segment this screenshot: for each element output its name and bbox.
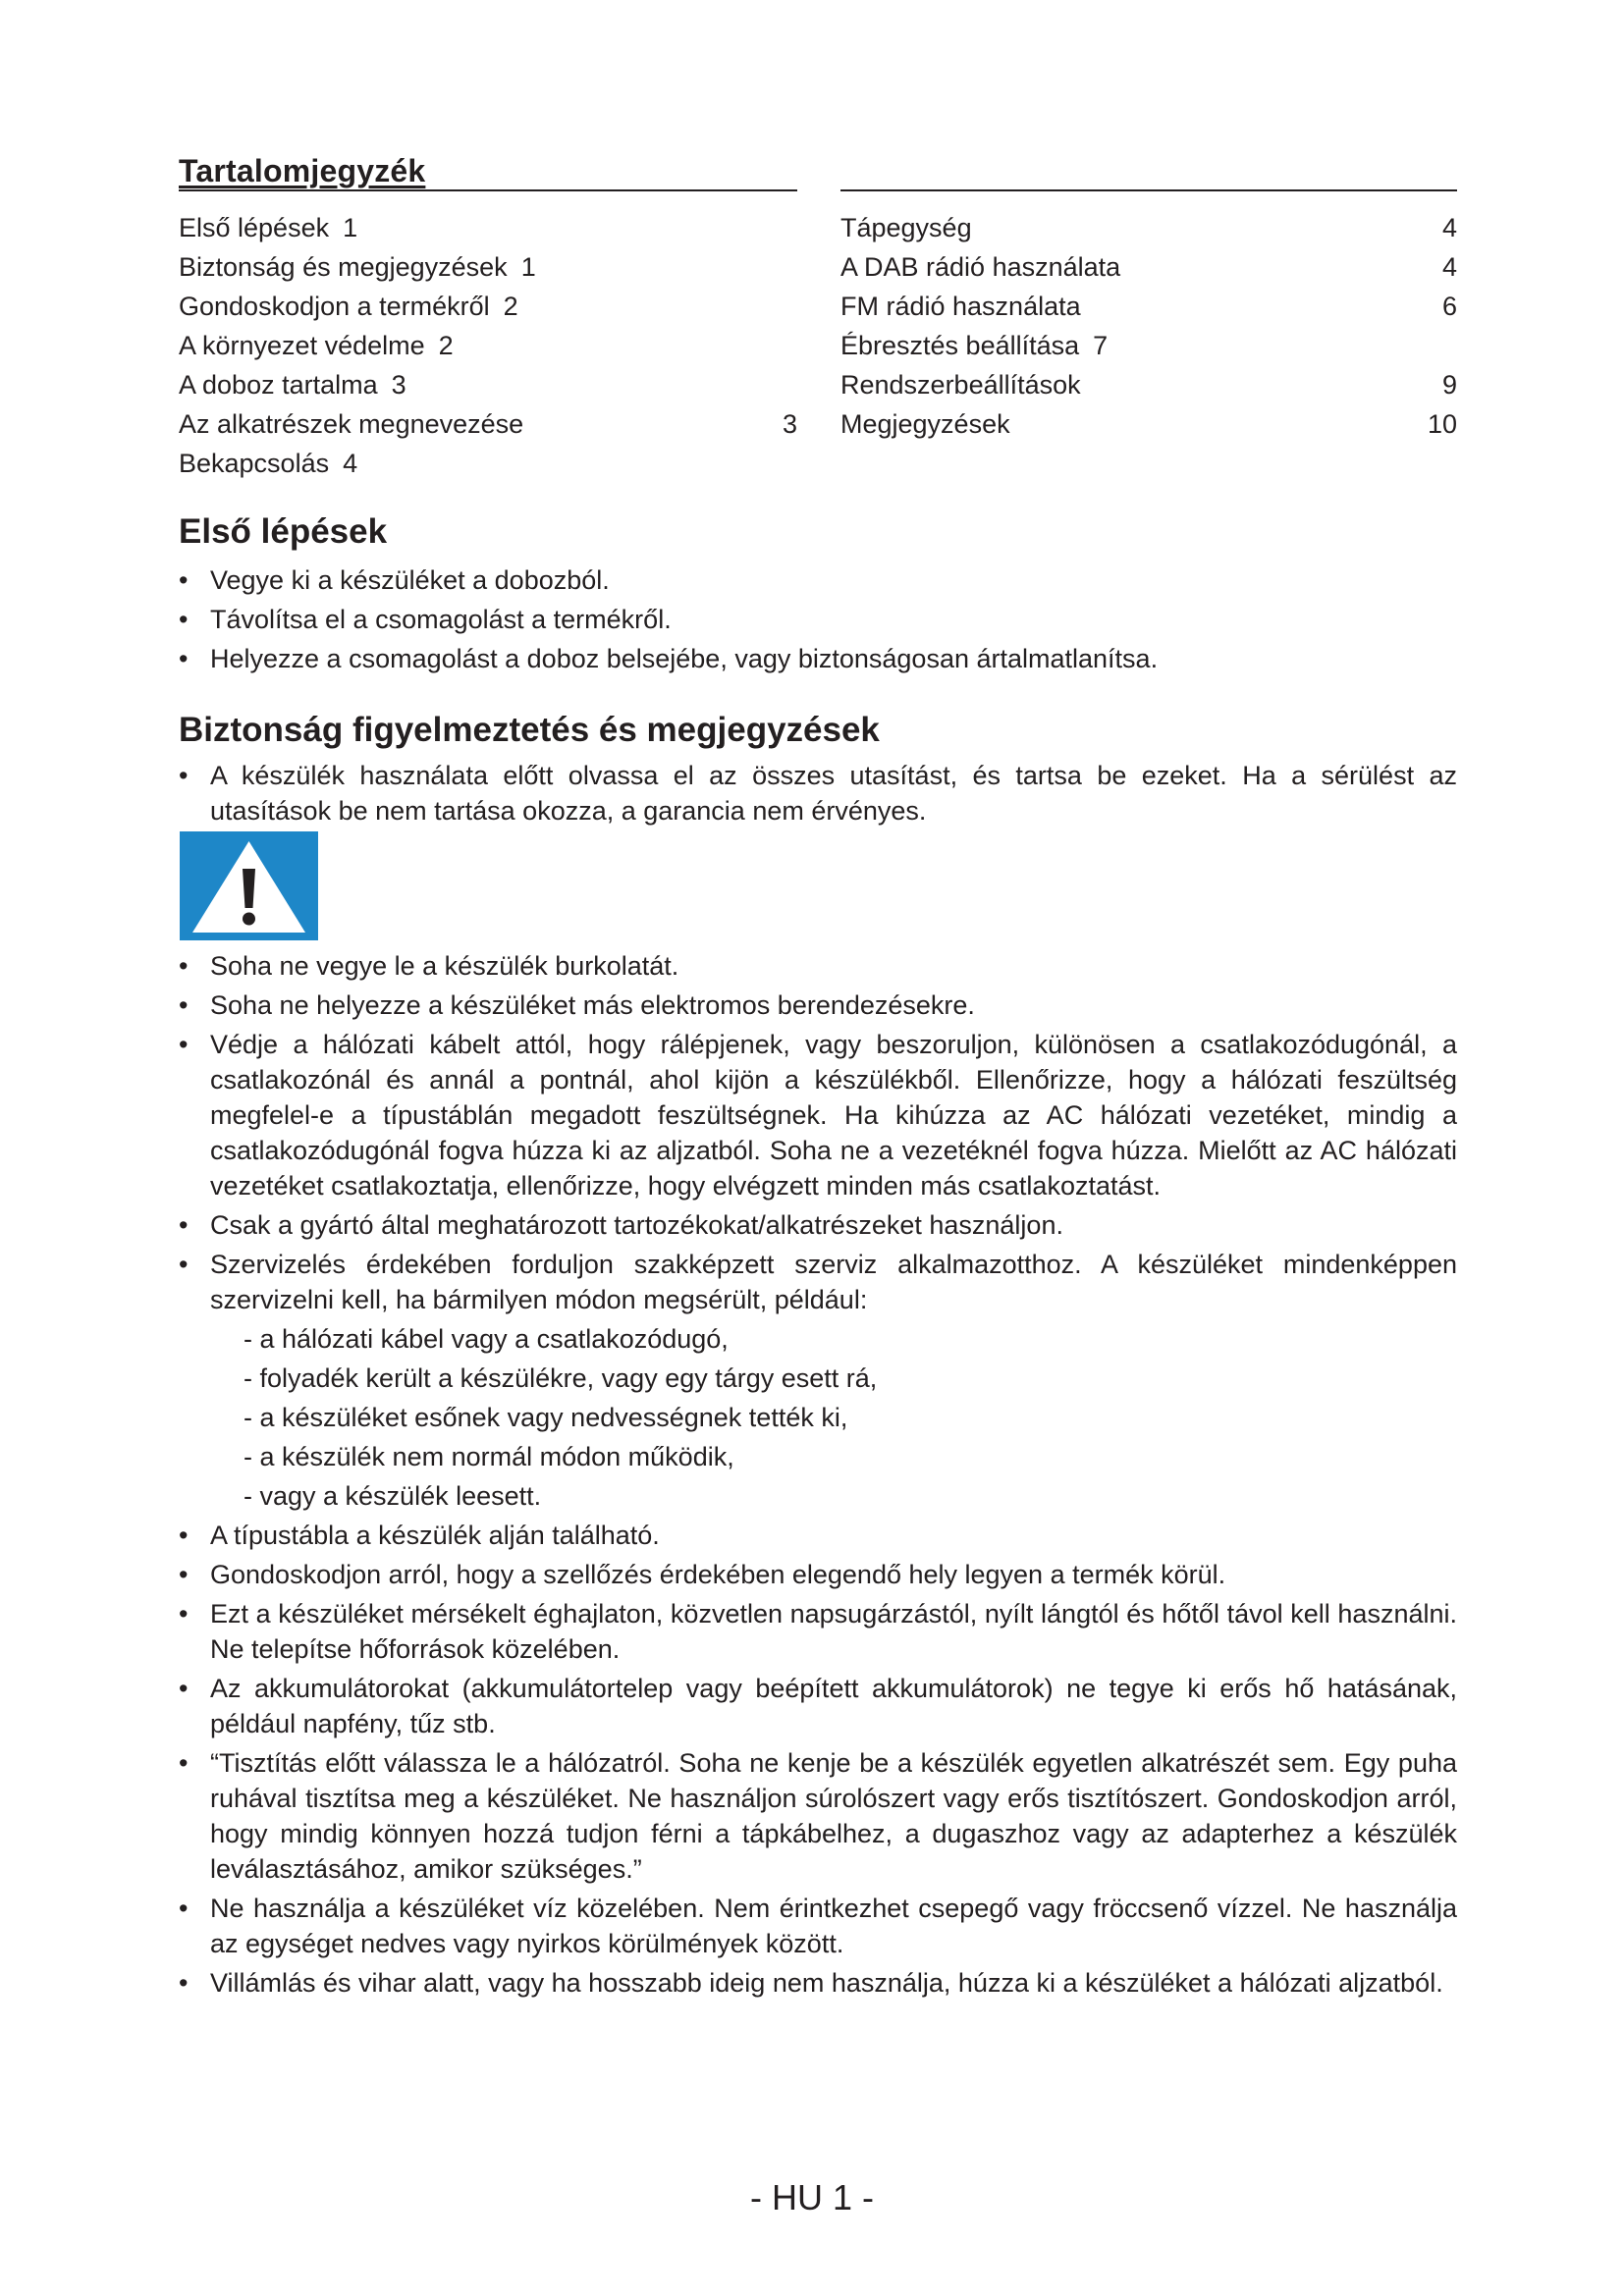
toc-entry	[179, 208, 797, 247]
toc-entry	[840, 404, 1457, 444]
toc-entry-page: 3	[782, 409, 797, 439]
list-item: • Az akkumulátorokat (akkumulátortelep vagy beépített akkumulátorok) ne tegye ki erős hő hatásának, például napfény, tűz stb.	[179, 1671, 1457, 1741]
toc-entry-label: Bekapcsolás	[179, 449, 330, 478]
list-item: • Gondoskodjon arról, hogy a szellőzés érdekében elegendő hely legyen a termék körül.	[179, 1557, 1457, 1592]
toc-entry-page: 9	[1441, 370, 1457, 400]
toc-entry-label: Tápegység	[840, 213, 972, 242]
toc-entry-label: FM rádió használata	[840, 292, 1081, 321]
toc-entry-page: 2	[438, 331, 454, 360]
list-item: • Távolítsa el a csomagolást a termékről.	[179, 602, 1457, 637]
toc-left-column	[179, 208, 797, 483]
toc-entry-label: Első lépések	[179, 213, 330, 242]
toc-entry-page: 4	[343, 449, 358, 478]
toc-entry-page: 10	[1427, 409, 1457, 439]
toc-entry	[840, 208, 1457, 247]
toc-entry	[840, 365, 1457, 404]
list-item: • Ezt a készüléket mérsékelt éghajlaton, közvetlen napsugárzástól, nyílt lángtól és hőtől távol kell használni. Ne telepítse hőforrások közelében.	[179, 1596, 1457, 1667]
page-number: - HU 1 -	[750, 2177, 874, 2217]
safety-list	[179, 948, 1457, 2004]
toc-title: Tartalomjegyzék	[179, 153, 426, 188]
toc-entry-page: 1	[520, 252, 536, 282]
sub-list-item: - a készülék nem normál módon működik,	[244, 1442, 734, 1471]
list-item: • Csak a gyártó által meghatározott tartozékokat/alkatrészeket használjon.	[179, 1207, 1457, 1243]
toc-entry-page: 2	[503, 292, 518, 321]
toc-rule-left	[179, 189, 797, 191]
toc-entry-label: Ébresztés beállítása	[840, 331, 1080, 360]
toc-entry	[840, 326, 1457, 365]
first-steps-list	[179, 562, 1457, 680]
toc-entry-label: Gondoskodjon a termékről	[179, 292, 490, 321]
toc-right-column	[840, 208, 1457, 444]
toc-entry-label: A környezet védelme	[179, 331, 425, 360]
toc-entry-label: A DAB rádió használata	[840, 252, 1121, 282]
toc-entry-page: 4	[1441, 252, 1457, 282]
list-item: • “Tisztítás előtt válassza le a hálózatról. Soha ne kenje be a készülék egyetlen alkatrészét sem. Egy puha ruhával tisztítsa meg a készüléket. Ne használjon súrolószert vagy erős tisztítószert. Gondoskodjon arról, hogy mindig könnyen hozzá tudjon férni a tápkábelhez, a dugaszhoz vagy az adapterhez a készülék leválasztásához, amikor szükséges.”	[179, 1745, 1457, 1887]
list-item: • Soha ne helyezze a készüléket más elektromos berendezésekre.	[179, 988, 1457, 1023]
toc-entry	[179, 444, 797, 483]
sub-list-item: - vagy a készülék leesett.	[244, 1481, 542, 1511]
toc-entry	[179, 404, 797, 444]
list-item: • Villámlás és vihar alatt, vagy ha hosszabb ideig nem használja, húzza ki a készüléket a hálózati aljzatból.	[179, 1965, 1457, 2001]
list-item: • Helyezze a csomagolást a doboz belsejébe, vagy biztonságosan ártalmatlanítsa.	[179, 641, 1457, 676]
toc-entry-label: Biztonság és megjegyzések	[179, 252, 508, 282]
toc-entry	[840, 247, 1457, 287]
safety-heading: Biztonság figyelmeztetés és megjegyzések	[179, 711, 880, 749]
toc-entry-label: A doboz tartalma	[179, 370, 378, 400]
toc-entry	[179, 326, 797, 365]
list-item: • Védje a hálózati kábelt attól, hogy rálépjenek, vagy beszoruljon, különösen a csatlakozódugónál, a csatlakozónál és annál a pontnál, ahol kijön a készülékből. Ellenőrizze, hogy a hálózati feszültség megfelel-e a típustáblán megadott feszültségnek. Ha kihúzza az AC hálózati vezetéket, mindig a csatlakozódugónál fogva húzza ki az aljzatból. Soha ne a vezetéknél fogva húzza. Mielőtt az AC hálózati vezetéket csatlakoztatja, ellenőrizze, hogy elvégzett minden más csatlakoztatást.	[179, 1027, 1457, 1203]
first-steps-heading: Első lépések	[179, 512, 388, 551]
list-item: • A típustábla a készülék alján található.	[179, 1518, 1457, 1553]
list-item: • Vegye ki a készüléket a dobozból.	[179, 562, 1457, 598]
toc-entry-page: 3	[391, 370, 406, 400]
list-item	[179, 1247, 1457, 1514]
toc-entry-page: 6	[1441, 292, 1457, 321]
toc-rule-right	[840, 189, 1457, 191]
toc-entry	[179, 247, 797, 287]
damage-sub-list	[210, 1321, 1457, 1514]
sub-list-item: - a hálózati kábel vagy a csatlakozódugó,	[244, 1324, 729, 1354]
toc-entry-page: 7	[1093, 331, 1109, 360]
toc-entry	[179, 287, 797, 326]
toc-entry	[840, 287, 1457, 326]
warning-triangle-icon	[180, 831, 318, 940]
safety-intro: • A készülék használata előtt olvassa el az összes utasítást, és tartsa be ezeket. Ha a sérülést az utasítások be nem tartása okozza, a garancia nem érvényes.	[179, 758, 1457, 828]
sub-list-item: - a készüléket esőnek vagy nedvességnek tették ki,	[244, 1403, 848, 1432]
toc-entry-page: 4	[1441, 213, 1457, 242]
toc-entry-page: 1	[343, 213, 358, 242]
sub-list-item: - folyadék került a készülékre, vagy egy tárgy esett rá,	[244, 1363, 878, 1393]
list-item: • Ne használja a készüléket víz közelében. Nem érintkezhet csepegő vagy fröccsenő vízzel. Ne használja az egységet nedves vagy nyirkos körülmények között.	[179, 1891, 1457, 1961]
list-item: • Soha ne vegye le a készülék burkolatát.	[179, 948, 1457, 984]
list-item-text: Szervizelés érdekében forduljon szakképzett szerviz alkalmazotthoz. A készüléket mindenképpen szervizelni kell, ha bármilyen módon megsérült, például:	[210, 1250, 1457, 1314]
toc-entry-label: Megjegyzések	[840, 409, 1010, 439]
toc-entry-label: Rendszerbeállítások	[840, 370, 1081, 400]
toc-entry-label: Az alkatrészek megnevezése	[179, 409, 524, 439]
toc-entry	[179, 365, 797, 404]
safety-intro-list	[179, 758, 1457, 832]
